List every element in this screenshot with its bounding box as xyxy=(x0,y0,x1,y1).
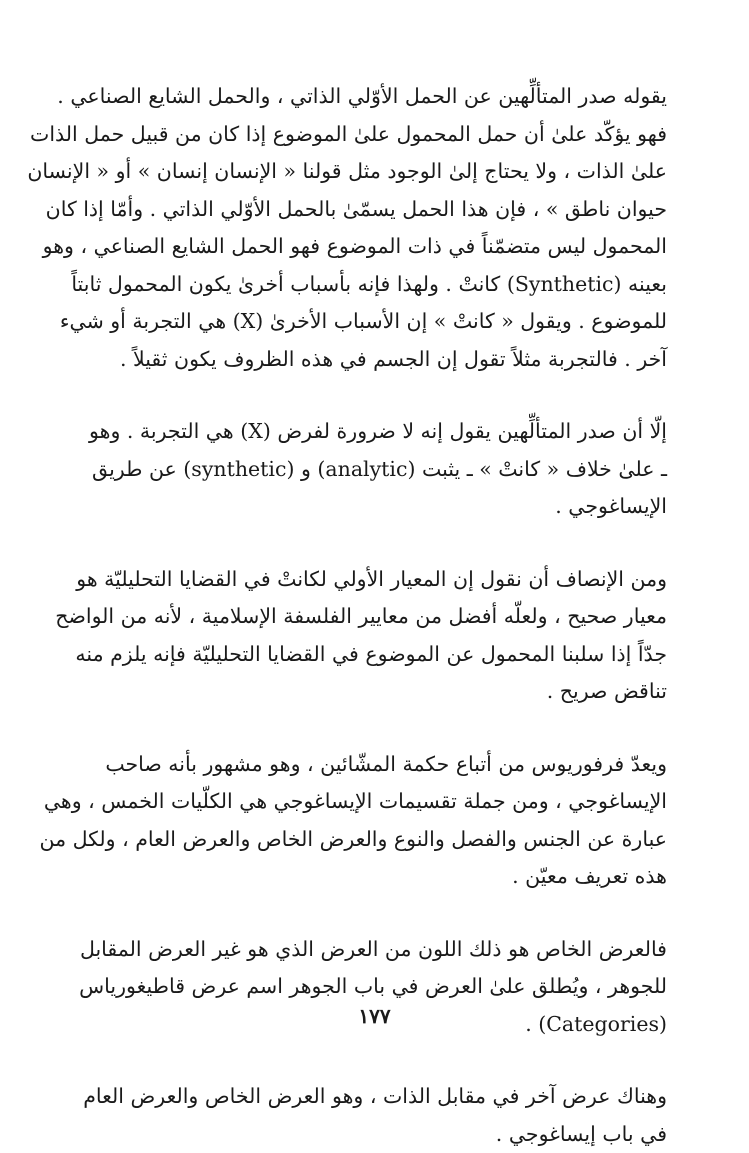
text-line: (Categories) . xyxy=(94,1006,667,1044)
text-line: تناقض صريح . xyxy=(94,673,667,711)
text-line: إلّا أن صدر المتألِّهين يقول إنه لا ضرورة لفرض (X) هي التجربة . وهو xyxy=(94,413,667,451)
text-line: في باب إيساغوجي . xyxy=(94,1116,667,1153)
text-line: يقوله صدر المتألِّهين عن الحمل الأوّلي الذاتي ، والحمل الشايع الصناعي . xyxy=(94,78,667,116)
text-line: وهناك عرض آخر في مقابل الذات ، وهو العرض الخاص والعرض العام xyxy=(94,1078,667,1116)
text-line: جدّاً إذا سلبنا المحمول عن الموضوع في القضايا التحليليّة فإنه يلزم منه xyxy=(94,636,667,674)
text-line: ويعدّ فرفوريوس من أتباع حكمة المشّائين ، وهو مشهور بأنه صاحب xyxy=(94,746,667,784)
page-number: ١٧٧ xyxy=(0,1004,749,1028)
text-line: بعينه (Synthetic) كانتْ . ولهذا فإنه بأسباب أخرىٰ يكون المحمول ثابتاً xyxy=(94,266,667,304)
text-line: معيار صحيح ، ولعلّه أفضل من معايير الفلسفة الإسلامية ، لأنه من الواضح xyxy=(94,598,667,636)
paragraph-3 xyxy=(94,561,667,711)
text-line: فهو يؤكّد علىٰ أن حمل المحمول علىٰ الموضوع إذا كان من قبيل حمل الذات xyxy=(94,116,667,154)
text-line: للجوهر ، ويُطلق علىٰ العرض في باب الجوهر اسم عرض قاطيغورياس xyxy=(94,968,667,1006)
text-line: هذه تعريف معيّن . xyxy=(94,858,667,896)
text-line: آخر . فالتجربة مثلاً تقول إن الجسم في هذه الظروف يكون ثقيلاً . xyxy=(94,341,667,379)
text-line: ـ علىٰ خلاف « كانتْ » ـ يثبت (analytic) و (synthetic) عن طريق xyxy=(94,451,667,489)
paragraph-4 xyxy=(94,746,667,896)
text-line: علىٰ الذات ، ولا يحتاج إلىٰ الوجود مثل قولنا « الإنسان إنسان » أو « الإنسان xyxy=(94,153,667,191)
paragraph-6 xyxy=(94,1078,667,1153)
text-line: فالعرض الخاص هو ذلك اللون من العرض الذي هو غير العرض المقابل xyxy=(94,931,667,969)
text-line: الإيساغوجي ، ومن جملة تقسيمات الإيساغوجي هي الكلّيات الخمس ، وهي xyxy=(94,783,667,821)
text-line: ومن الإنصاف أن نقول إن المعيار الأولي لكانتْ في القضايا التحليليّة هو xyxy=(94,561,667,599)
paragraph-2 xyxy=(94,413,667,526)
text-line: عبارة عن الجنس والفصل والنوع والعرض الخاص والعرض العام ، ولكل من xyxy=(94,821,667,859)
text-line: المحمول ليس متضمّناً في ذات الموضوع فهو الحمل الشايع الصناعي ، وهو xyxy=(94,228,667,266)
text-line: حيوان ناطق » ، فإن هذا الحمل يسمّىٰ بالحمل الأوّلي الذاتي . وأمّا إذا كان xyxy=(94,191,667,229)
text-line: الإيساغوجي . xyxy=(94,488,667,526)
text-line: للموضوع . ويقول « كانتْ » إن الأسباب الأخرىٰ (X) هي التجربة أو شيء xyxy=(94,303,667,341)
paragraph-1 xyxy=(94,78,667,378)
